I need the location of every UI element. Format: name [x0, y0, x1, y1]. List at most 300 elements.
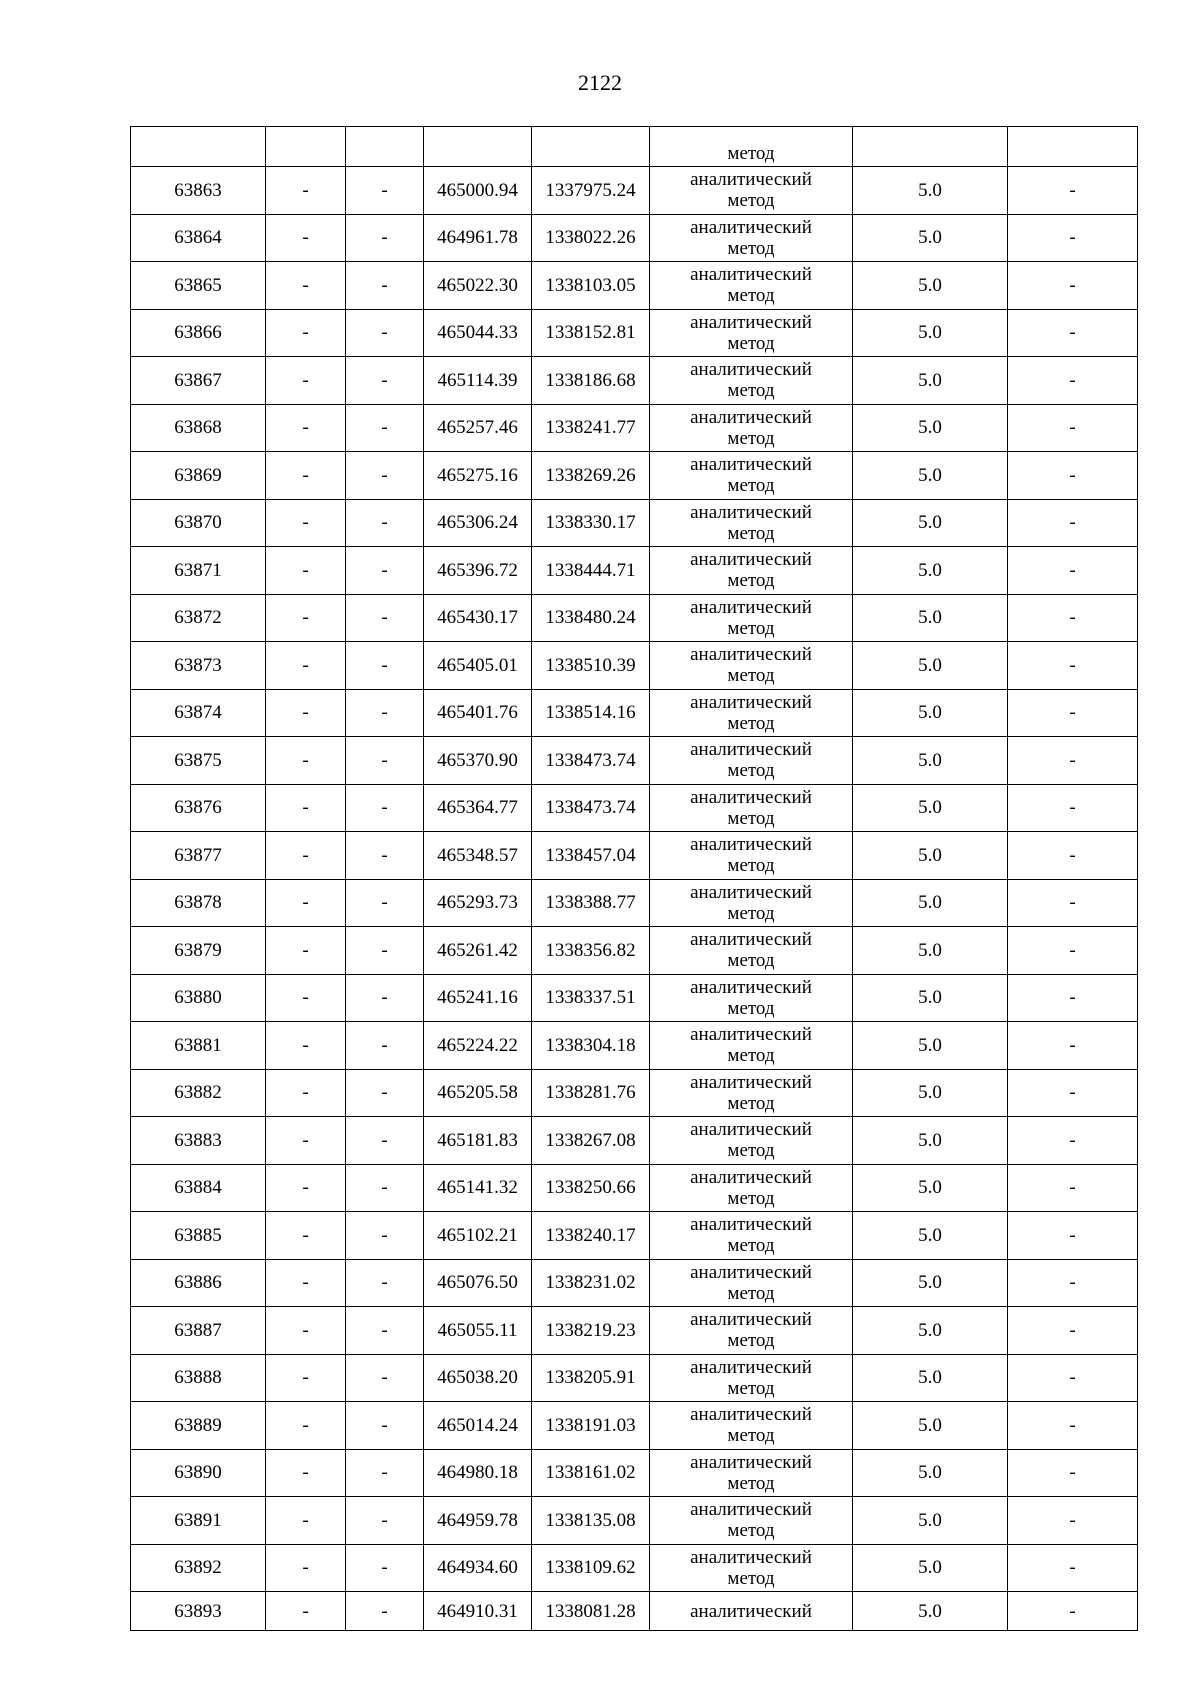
table-row: [131, 784, 1138, 832]
table-row: [131, 974, 1138, 1022]
cell-y: 1338161.02: [532, 1449, 650, 1497]
cell-method: [650, 1354, 853, 1402]
cell-point-id: 63873: [131, 642, 266, 690]
cell-col3: -: [346, 1544, 424, 1592]
cell-accuracy: 5.0: [853, 642, 1008, 690]
cell-col3: -: [346, 1497, 424, 1545]
cell-y: 1338205.91: [532, 1354, 650, 1402]
cell-y: 1338219.23: [532, 1307, 650, 1355]
cell-x: [424, 127, 532, 167]
cell-col3: -: [346, 1402, 424, 1450]
cell-col3: -: [346, 214, 424, 262]
cell-x: 465261.42: [424, 927, 532, 975]
method-line-2: метод: [727, 1045, 775, 1067]
cell-col3: -: [346, 1117, 424, 1165]
cell-y: 1338337.51: [532, 974, 650, 1022]
cell-y: 1338457.04: [532, 832, 650, 880]
cell-point-id: 63880: [131, 974, 266, 1022]
cell-col2: -: [266, 974, 346, 1022]
cell-col3: -: [346, 357, 424, 405]
method-line-1: аналитический: [690, 1071, 812, 1093]
table-row: [131, 357, 1138, 405]
table-body: [131, 127, 1138, 1631]
cell-col3: -: [346, 167, 424, 215]
cell-col8: [1008, 127, 1138, 167]
cell-method: [650, 784, 853, 832]
cell-x: 465022.30: [424, 262, 532, 310]
cell-col3: -: [346, 832, 424, 880]
cell-point-id: 63884: [131, 1164, 266, 1212]
method-line-1: аналитический: [690, 216, 812, 238]
cell-y: 1338388.77: [532, 879, 650, 927]
table-row: [131, 1402, 1138, 1450]
method-line-1: аналитический: [690, 596, 812, 618]
cell-col8: -: [1008, 1497, 1138, 1545]
cell-x: 465241.16: [424, 974, 532, 1022]
cell-point-id: 63863: [131, 167, 266, 215]
cell-col3: -: [346, 1212, 424, 1260]
cell-col3: -: [346, 594, 424, 642]
cell-col3: -: [346, 689, 424, 737]
cell-col2: -: [266, 262, 346, 310]
cell-y: 1338240.17: [532, 1212, 650, 1260]
coordinates-table: [130, 126, 1138, 1631]
cell-col8: -: [1008, 832, 1138, 880]
cell-method: [650, 927, 853, 975]
method-line-2: метод: [727, 1520, 775, 1542]
cell-method: [650, 1449, 853, 1497]
cell-y: 1338330.17: [532, 499, 650, 547]
method-line-2: метод: [727, 237, 775, 259]
cell-accuracy: 5.0: [853, 737, 1008, 785]
cell-y: 1338152.81: [532, 309, 650, 357]
method-line-1: аналитический: [690, 169, 812, 191]
cell-x: 465224.22: [424, 1022, 532, 1070]
cell-col8: -: [1008, 1307, 1138, 1355]
cell-method: [650, 689, 853, 737]
cell-col2: -: [266, 1449, 346, 1497]
cell-accuracy: 5.0: [853, 1259, 1008, 1307]
cell-col3: -: [346, 309, 424, 357]
method-line-1: аналитический: [690, 929, 812, 951]
table-row: [131, 499, 1138, 547]
cell-col8: -: [1008, 452, 1138, 500]
cell-x: 465014.24: [424, 1402, 532, 1450]
cell-col3: -: [346, 974, 424, 1022]
cell-y: 1338241.77: [532, 404, 650, 452]
cell-point-id: 63866: [131, 309, 266, 357]
cell-y: 1338267.08: [532, 1117, 650, 1165]
cell-point-id: 63869: [131, 452, 266, 500]
cell-col2: -: [266, 1402, 346, 1450]
method-line-2: метод: [727, 665, 775, 687]
cell-x: 465000.94: [424, 167, 532, 215]
cell-x: 465038.20: [424, 1354, 532, 1402]
cell-col2: -: [266, 547, 346, 595]
cell-accuracy: 5.0: [853, 689, 1008, 737]
cell-col3: -: [346, 404, 424, 452]
method-line-2: метод: [727, 760, 775, 782]
cell-y: [532, 127, 650, 167]
method-line-1: аналитический: [690, 834, 812, 856]
cell-accuracy: 5.0: [853, 309, 1008, 357]
cell-method: [650, 1069, 853, 1117]
cell-y: 1338022.26: [532, 214, 650, 262]
method-line-1: аналитический: [690, 1166, 812, 1188]
method-line-1: аналитический: [690, 1546, 812, 1568]
method-line-1: аналитический: [690, 311, 812, 333]
cell-col3: -: [346, 737, 424, 785]
cell-x: 465306.24: [424, 499, 532, 547]
method-line-2: метод: [727, 855, 775, 877]
method-line-1: аналитический: [690, 1600, 812, 1622]
cell-method: [650, 832, 853, 880]
cell-y: 1338231.02: [532, 1259, 650, 1307]
method-line-2: метод: [727, 1187, 775, 1209]
cell-x: 465257.46: [424, 404, 532, 452]
cell-x: 464934.60: [424, 1544, 532, 1592]
method-line-2: метод: [727, 285, 775, 307]
table-row: [131, 832, 1138, 880]
cell-col3: -: [346, 642, 424, 690]
cell-x: 465348.57: [424, 832, 532, 880]
method-line-1: аналитический: [690, 359, 812, 381]
cell-point-id: 63871: [131, 547, 266, 595]
cell-col8: -: [1008, 1449, 1138, 1497]
cell-point-id: 63867: [131, 357, 266, 405]
cell-method: [650, 594, 853, 642]
cell-accuracy: 5.0: [853, 1449, 1008, 1497]
cell-y: 1338081.28: [532, 1592, 650, 1631]
cell-y: 1338473.74: [532, 737, 650, 785]
cell-col2: -: [266, 214, 346, 262]
table-row: [131, 1449, 1138, 1497]
table-row: [131, 1544, 1138, 1592]
cell-y: 1338109.62: [532, 1544, 650, 1592]
cell-point-id: 63865: [131, 262, 266, 310]
cell-accuracy: 5.0: [853, 1164, 1008, 1212]
method-line-1: аналитический: [690, 1024, 812, 1046]
cell-y: 1338510.39: [532, 642, 650, 690]
cell-accuracy: 5.0: [853, 1592, 1008, 1631]
cell-col3: -: [346, 1164, 424, 1212]
table-row: [131, 167, 1138, 215]
cell-method: [650, 1022, 853, 1070]
cell-accuracy: 5.0: [853, 1497, 1008, 1545]
cell-col8: -: [1008, 1354, 1138, 1402]
method-line-2: метод: [727, 1282, 775, 1304]
table-row: [131, 404, 1138, 452]
cell-x: 465055.11: [424, 1307, 532, 1355]
method-line-2: метод: [727, 1472, 775, 1494]
cell-method: [650, 1497, 853, 1545]
table-row: [131, 452, 1138, 500]
method-line-2: метод: [727, 190, 775, 212]
cell-method: [650, 1212, 853, 1260]
cell-accuracy: 5.0: [853, 1307, 1008, 1355]
cell-x: 465293.73: [424, 879, 532, 927]
cell-accuracy: 5.0: [853, 452, 1008, 500]
cell-accuracy: 5.0: [853, 214, 1008, 262]
cell-x: 465114.39: [424, 357, 532, 405]
cell-col2: -: [266, 1497, 346, 1545]
cell-method: [650, 1164, 853, 1212]
cell-method: [650, 452, 853, 500]
cell-accuracy: 5.0: [853, 262, 1008, 310]
method-line-1: аналитический: [690, 1356, 812, 1378]
table-row: [131, 1307, 1138, 1355]
cell-point-id: 63890: [131, 1449, 266, 1497]
cell-point-id: 63881: [131, 1022, 266, 1070]
cell-x: 465275.16: [424, 452, 532, 500]
cell-x: 465430.17: [424, 594, 532, 642]
cell-y: 1338304.18: [532, 1022, 650, 1070]
cell-col2: -: [266, 784, 346, 832]
method-line-1: аналитический: [690, 1499, 812, 1521]
cell-col2: -: [266, 594, 346, 642]
cell-point-id: 63876: [131, 784, 266, 832]
cell-y: 1338356.82: [532, 927, 650, 975]
cell-method: [650, 309, 853, 357]
method-line-2: метод: [727, 427, 775, 449]
cell-col2: -: [266, 1022, 346, 1070]
cell-y: 1338444.71: [532, 547, 650, 595]
table-row: [131, 1164, 1138, 1212]
cell-method: [650, 974, 853, 1022]
method-line-2: метод: [727, 1235, 775, 1257]
cell-x: 465076.50: [424, 1259, 532, 1307]
cell-point-id: 63875: [131, 737, 266, 785]
cell-y: 1338514.16: [532, 689, 650, 737]
cell-method: [650, 404, 853, 452]
cell-point-id: [131, 127, 266, 167]
cell-col8: -: [1008, 784, 1138, 832]
method-line-2: метод: [727, 950, 775, 972]
cell-col3: -: [346, 1022, 424, 1070]
cell-accuracy: 5.0: [853, 1022, 1008, 1070]
cell-col8: -: [1008, 262, 1138, 310]
cell-col3: -: [346, 262, 424, 310]
cell-x: 464980.18: [424, 1449, 532, 1497]
cell-col8: -: [1008, 357, 1138, 405]
cell-y: 1338186.68: [532, 357, 650, 405]
cell-accuracy: 5.0: [853, 1117, 1008, 1165]
table-row: [131, 309, 1138, 357]
method-line-1: аналитический: [690, 786, 812, 808]
cell-col3: -: [346, 499, 424, 547]
cell-col3: -: [346, 1449, 424, 1497]
cell-x: 464961.78: [424, 214, 532, 262]
cell-y: 1338281.76: [532, 1069, 650, 1117]
method-line-2: метод: [727, 332, 775, 354]
cell-point-id: 63868: [131, 404, 266, 452]
method-line-2: метод: [727, 570, 775, 592]
cell-col3: -: [346, 1354, 424, 1402]
cell-point-id: 63888: [131, 1354, 266, 1402]
cell-col2: -: [266, 404, 346, 452]
method-line-2: метод: [727, 807, 775, 829]
cell-accuracy: 5.0: [853, 357, 1008, 405]
cell-col8: -: [1008, 309, 1138, 357]
cell-point-id: 63887: [131, 1307, 266, 1355]
table-row: [131, 594, 1138, 642]
cell-method: [650, 1544, 853, 1592]
cell-x: 465205.58: [424, 1069, 532, 1117]
cell-point-id: 63893: [131, 1592, 266, 1631]
cell-col2: -: [266, 1117, 346, 1165]
cell-col2: -: [266, 689, 346, 737]
cell-col3: -: [346, 927, 424, 975]
method-line-2: метод: [727, 712, 775, 734]
table-row: [131, 262, 1138, 310]
cell-point-id: 63891: [131, 1497, 266, 1545]
cell-x: 465141.32: [424, 1164, 532, 1212]
cell-col2: -: [266, 309, 346, 357]
cell-x: 465370.90: [424, 737, 532, 785]
method-line-2: метод: [727, 1567, 775, 1589]
table-row: [131, 879, 1138, 927]
cell-accuracy: 5.0: [853, 974, 1008, 1022]
cell-col2: -: [266, 1592, 346, 1631]
cell-accuracy: 5.0: [853, 1544, 1008, 1592]
cell-method: [650, 642, 853, 690]
cell-accuracy: 5.0: [853, 499, 1008, 547]
cell-point-id: 63886: [131, 1259, 266, 1307]
cell-col3: -: [346, 784, 424, 832]
cell-point-id: 63892: [131, 1544, 266, 1592]
cell-col2: [266, 127, 346, 167]
table-row: [131, 1354, 1138, 1402]
cell-x: 464959.78: [424, 1497, 532, 1545]
table-row: [131, 737, 1138, 785]
cell-col8: -: [1008, 547, 1138, 595]
method-line-2: метод: [727, 1092, 775, 1114]
cell-col8: -: [1008, 404, 1138, 452]
cell-y: 1338135.08: [532, 1497, 650, 1545]
method-line-1: аналитический: [690, 1309, 812, 1331]
method-line-1: аналитический: [690, 1214, 812, 1236]
cell-col2: -: [266, 452, 346, 500]
table-row: [131, 689, 1138, 737]
method-line-2: метод: [727, 1377, 775, 1399]
table-row: [131, 927, 1138, 975]
page-number: 2122: [578, 70, 622, 95]
cell-col8: -: [1008, 1069, 1138, 1117]
cell-point-id: 63879: [131, 927, 266, 975]
cell-x: 465405.01: [424, 642, 532, 690]
cell-accuracy: 5.0: [853, 404, 1008, 452]
method-line-1: аналитический: [690, 454, 812, 476]
method-line-1: аналитический: [690, 1451, 812, 1473]
method-line-2: метод: [727, 380, 775, 402]
cell-method: [650, 357, 853, 405]
cell-accuracy: 5.0: [853, 167, 1008, 215]
method-line-1: аналитический: [690, 739, 812, 761]
cell-y: 1338473.74: [532, 784, 650, 832]
method-line-1: аналитический: [690, 264, 812, 286]
table-row: [131, 1259, 1138, 1307]
cell-point-id: 63889: [131, 1402, 266, 1450]
method-line-2: метод: [727, 1140, 775, 1162]
cell-method: [650, 1402, 853, 1450]
cell-y: 1338103.05: [532, 262, 650, 310]
table-row: [131, 642, 1138, 690]
cell-point-id: 63877: [131, 832, 266, 880]
table-row: [131, 1069, 1138, 1117]
cell-col2: -: [266, 1307, 346, 1355]
cell-x: 464910.31: [424, 1592, 532, 1631]
cell-accuracy: 5.0: [853, 547, 1008, 595]
cell-col2: -: [266, 879, 346, 927]
cell-method: [650, 1592, 853, 1631]
cell-accuracy: 5.0: [853, 832, 1008, 880]
cell-method: [650, 1307, 853, 1355]
cell-point-id: 63864: [131, 214, 266, 262]
table-row: [131, 214, 1138, 262]
cell-col8: -: [1008, 499, 1138, 547]
method-line-1: аналитический: [690, 881, 812, 903]
cell-y: 1338250.66: [532, 1164, 650, 1212]
method-line-2: метод: [727, 522, 775, 544]
cell-col2: -: [266, 1164, 346, 1212]
cell-x: 465044.33: [424, 309, 532, 357]
cell-accuracy: 5.0: [853, 879, 1008, 927]
cell-point-id: 63883: [131, 1117, 266, 1165]
cell-point-id: 63870: [131, 499, 266, 547]
cell-col8: -: [1008, 594, 1138, 642]
cell-col8: -: [1008, 642, 1138, 690]
cell-point-id: 63878: [131, 879, 266, 927]
table-row: [131, 1022, 1138, 1070]
method-line-2: метод: [727, 902, 775, 924]
cell-method: [650, 1117, 853, 1165]
cell-col2: -: [266, 499, 346, 547]
table-row: [131, 547, 1138, 595]
cell-x: 465364.77: [424, 784, 532, 832]
cell-col3: -: [346, 547, 424, 595]
method-line-1: аналитический: [690, 1261, 812, 1283]
cell-accuracy: 5.0: [853, 784, 1008, 832]
cell-col8: -: [1008, 1022, 1138, 1070]
cell-col8: -: [1008, 974, 1138, 1022]
cell-col8: -: [1008, 927, 1138, 975]
cell-method: [650, 214, 853, 262]
method-line-2: метод: [727, 1330, 775, 1352]
cell-method: [650, 262, 853, 310]
cell-point-id: 63882: [131, 1069, 266, 1117]
table-row: [131, 1497, 1138, 1545]
cell-col8: -: [1008, 1259, 1138, 1307]
cell-col2: -: [266, 1354, 346, 1402]
cell-x: 465102.21: [424, 1212, 532, 1260]
method-line-1: аналитический: [690, 549, 812, 571]
cell-point-id: 63872: [131, 594, 266, 642]
cell-col2: -: [266, 167, 346, 215]
cell-method: [650, 737, 853, 785]
cell-col2: -: [266, 642, 346, 690]
cell-method: [650, 499, 853, 547]
cell-col8: -: [1008, 1212, 1138, 1260]
cell-col2: -: [266, 1544, 346, 1592]
method-line-2: метод: [727, 997, 775, 1019]
cell-col2: -: [266, 1259, 346, 1307]
cell-col8: -: [1008, 1117, 1138, 1165]
cell-col2: -: [266, 357, 346, 405]
cell-col2: -: [266, 1212, 346, 1260]
method-line-1: аналитический: [690, 1404, 812, 1426]
cell-point-id: 63885: [131, 1212, 266, 1260]
cell-x: 465396.72: [424, 547, 532, 595]
